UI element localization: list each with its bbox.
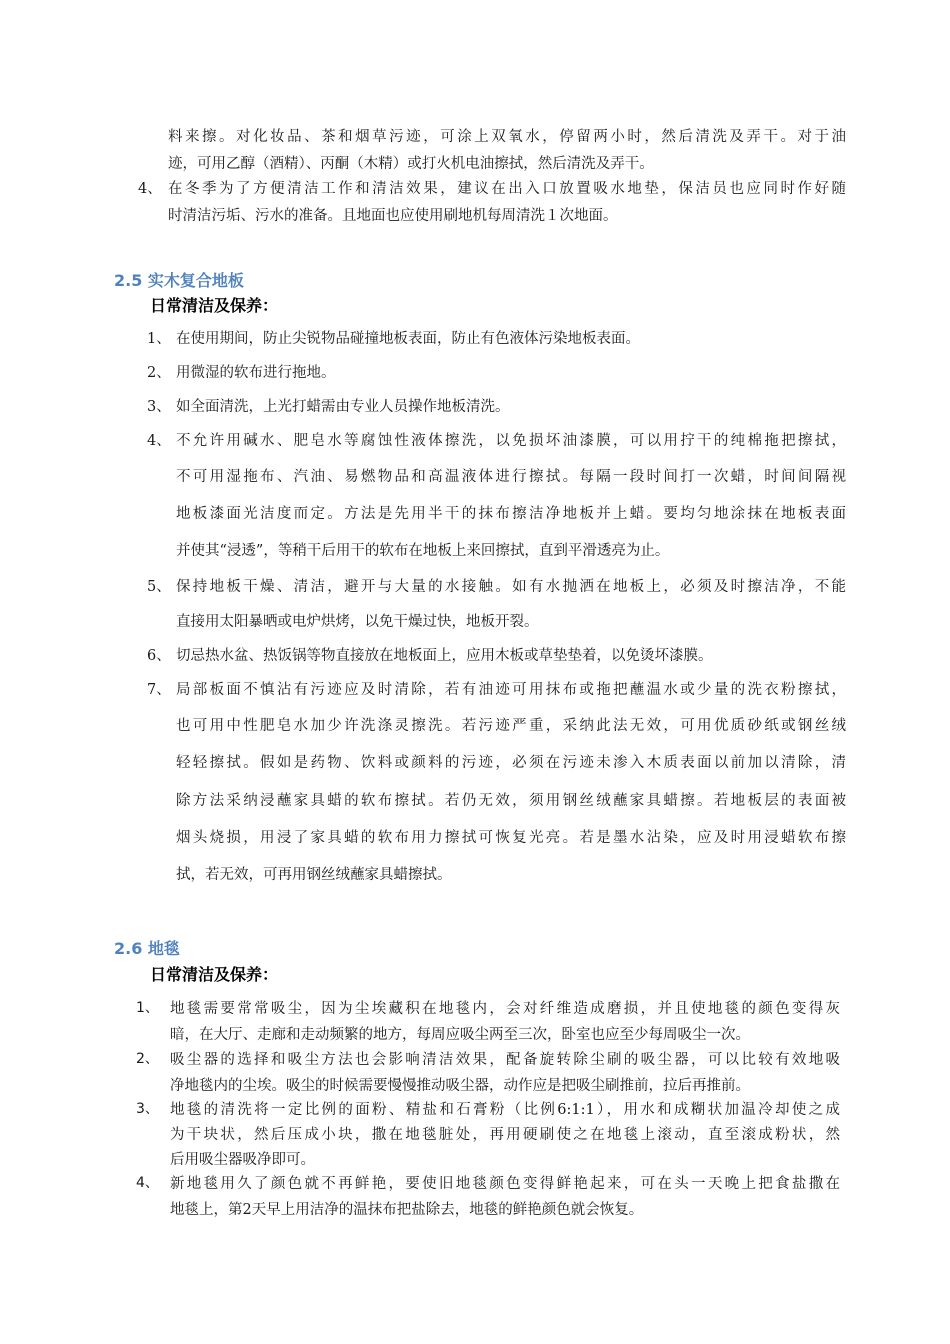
list-line: 净地毯内的尘埃。吸尘的时候需要慢慢推动吸尘器，动作应是把吸尘刷推前，拉后再推前。 [170, 1078, 750, 1094]
list-line: 并使其“浸透”，等稍干后用干的软布在地板上来回擦拭，直到平滑透亮为止。 [176, 543, 670, 559]
list-line: 时清洁污垢、污水的准备。且地面也应使用刷地机每周清洗１次地面。 [168, 208, 618, 224]
list-line: 地板漆面光洁度而定。方法是先用半干的抹布擦洁净地板并上蜡。要均匀地涂抹在地板表面 [176, 506, 846, 522]
list-line: 后用吸尘器吸净即可。 [170, 1152, 315, 1168]
list-line: 在冬季为了方便清洁工作和清洁效果，建议在出入口放置吸水地垫，保洁员也应同时作好随 [168, 181, 846, 197]
list-line: 地毯的清洗将一定比例的面粉、精盐和石膏粉（比例6:1:1），用水和成糊状加温冷却使之成 [170, 1102, 840, 1118]
list-line: 保持地板干燥、清洁，避开与大量的水接触。如有水抛洒在地板上，必须及时擦洁净，不能 [176, 579, 846, 595]
list-number: 3、 [136, 1101, 159, 1117]
list-number: 5、 [147, 579, 171, 595]
list-line: 地毯需要常常吸尘，因为尘埃藏积在地毯内，会对纤维造成磨损，并且使地毯的颜色变得灰 [170, 1001, 840, 1017]
list-line: 直接用太阳暴晒或电炉烘烤，以免干燥过快，地板开裂。 [176, 614, 539, 630]
list-number: 2、 [136, 1051, 159, 1067]
list-number: 2、 [147, 365, 171, 381]
list-line: 烟头烧损，用浸了家具蜡的软布用力擦拭可恢复光亮。若是墨水沾染，应及时用浸蜡软布擦 [176, 830, 846, 846]
list-line: 暗，在大厅、走廊和走动频繁的地方，每周应吸尘两至三次，卧室也应至少每周吸尘一次。 [170, 1027, 750, 1043]
list-line: 料来擦。对化妆品、茶和烟草污迹，可涂上双氧水，停留两小时，然后清洗及弄干。对于油 [168, 129, 846, 145]
list-line: 轻轻擦拭。假如是药物、饮料或颜料的污迹，必须在污迹未渗入木质表面以前加以清除，清 [176, 755, 846, 771]
list-line: 切忌热水盆、热饭锅等物直接放在地板面上，应用木板或草垫垫着，以免烫坏漆膜。 [176, 648, 713, 664]
list-line: 在使用期间，防止尖锐物品碰撞地板表面，防止有色液体污染地板表面。 [176, 331, 640, 347]
list-number: 1、 [147, 331, 171, 347]
section-subheading: 日常清洁及保养： [150, 296, 279, 315]
section-subheading: 日常清洁及保养： [150, 965, 279, 984]
list-number: 7、 [147, 682, 171, 698]
list-number: 4、 [136, 1175, 159, 1191]
list-line: 除方法采纳浸蘸家具蜡的软布擦拭。若仍无效，须用钢丝绒蘸家具蜡擦。若地板层的表面被 [176, 793, 846, 809]
list-line: 用微湿的软布进行拖地。 [176, 365, 336, 381]
list-line: 拭，若无效，可再用钢丝绒蘸家具蜡擦拭。 [176, 867, 452, 883]
list-line: 局部板面不慎沾有污迹应及时清除，若有油迹可用抹布或拖把蘸温水或少量的洗衣粉擦拭， [176, 682, 846, 698]
list-line: 地毯上，第2天早上用洁净的温抹布把盐除去，地毯的鲜艳颜色就会恢复。 [170, 1202, 644, 1218]
list-number: 4、 [138, 181, 162, 197]
list-number: 3、 [147, 399, 171, 415]
list-number: 4、 [147, 433, 171, 449]
list-line: 不允许用碱水、肥皂水等腐蚀性液体擦洗，以免损坏油漆膜，可以用拧干的纯棉拖把擦拭， [176, 433, 846, 449]
list-number: 1、 [136, 1000, 159, 1016]
list-line: 迹，可用乙醇（酒精）、丙酮（木精）或打火机电油擦拭，然后清洗及弄干。 [168, 156, 654, 172]
list-line: 吸尘器的选择和吸尘方法也会影响清洁效果，配备旋转除尘刷的吸尘器，可以比较有效地吸 [170, 1052, 840, 1068]
list-number: 6、 [147, 648, 171, 664]
section-heading: 2.6 地毯 [114, 939, 180, 958]
list-line: 如全面清洗，上光打蜡需由专业人员操作地板清洗。 [176, 399, 510, 415]
list-line: 为干块状，然后压成小块，撒在地毯脏处，再用硬刷使之在地毯上滚动，直至滚成粉状，然 [170, 1127, 840, 1143]
list-line: 新地毯用久了颜色就不再鲜艳，要使旧地毯颜色变得鲜艳起来，可在头一天晚上把食盐撒在 [170, 1176, 840, 1192]
section-heading: 2.5 实木复合地板 [114, 271, 244, 290]
list-line: 不可用湿拖布、汽油、易燃物品和高温液体进行擦拭。每隔一段时间打一次蜡，时间间隔视 [176, 469, 846, 485]
list-line: 也可用中性肥皂水加少许洗涤灵擦洗。若污迹严重，采纳此法无效，可用优质砂纸或钢丝绒 [176, 718, 846, 734]
